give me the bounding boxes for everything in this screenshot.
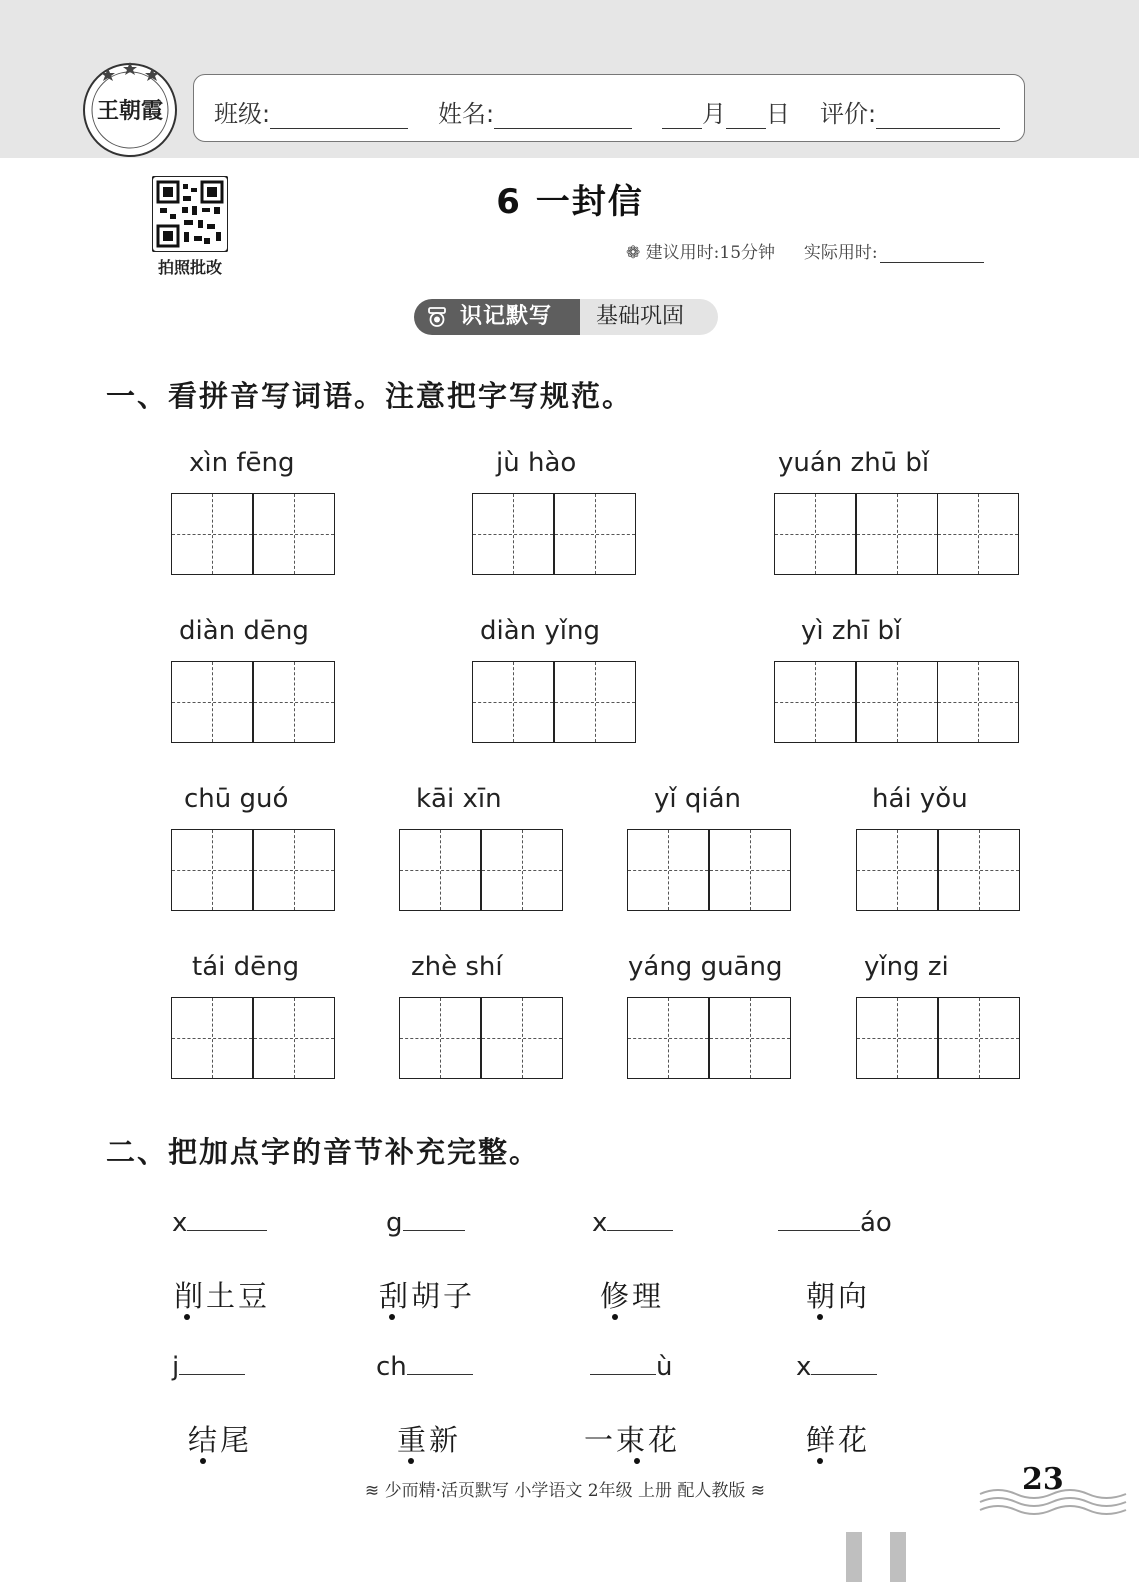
syllable-blank-item[interactable]: áo: [778, 1206, 892, 1238]
tianzige-cell[interactable]: [774, 661, 856, 743]
emphasis-dot: [634, 1458, 640, 1464]
tianzige-cell[interactable]: [627, 997, 709, 1079]
tianzige-cell[interactable]: [856, 829, 938, 911]
tianzige-cell[interactable]: [399, 997, 481, 1079]
pinyin-label: diàn dēng: [179, 616, 309, 646]
rating-field: [820, 94, 1000, 129]
svg-text:王朝霞: 王朝霞: [96, 98, 164, 124]
tianzige-cell[interactable]: [554, 661, 636, 743]
dotted-word: 结尾: [188, 1423, 253, 1457]
actual-time-label: 实际用时:: [803, 243, 878, 263]
emphasis-dot: [817, 1314, 823, 1320]
suggested-time: 建议用时:15分钟: [645, 243, 776, 263]
section1-heading: 一、看拼音写词语。注意把字写规范。: [106, 379, 634, 413]
tianzige-cell[interactable]: [253, 829, 335, 911]
tianzige-cell[interactable]: [774, 493, 856, 575]
pinyin-label: yǐ qián: [654, 784, 742, 814]
tianzige-cell[interactable]: [481, 997, 563, 1079]
pinyin-label: yáng guāng: [628, 952, 783, 982]
banner-left: [414, 299, 582, 335]
pinyin-label: jù hào: [496, 448, 577, 478]
month-blank[interactable]: [662, 104, 702, 129]
tianzige-cell[interactable]: [937, 493, 1019, 575]
tianzige-cell[interactable]: [938, 997, 1020, 1079]
dotted-word: 朝向: [806, 1279, 871, 1313]
dotted-word: 鲜花: [806, 1423, 871, 1457]
student-info-box: [193, 74, 1025, 142]
emphasis-dot: [612, 1314, 618, 1320]
pinyin-label: xìn fēng: [189, 448, 295, 478]
tianzige-cell[interactable]: [554, 493, 636, 575]
tianzige-cell[interactable]: [253, 661, 335, 743]
emphasis-dot: [817, 1458, 823, 1464]
footer-text: ≋ 少而精·活页默写 小学语文 2年级 上册 配人教版 ≋: [364, 1481, 766, 1501]
pinyin-label: yǐng zi: [864, 952, 949, 982]
time-info: [626, 238, 984, 263]
pinyin-label: diàn yǐng: [480, 616, 600, 646]
tianzige-cell[interactable]: [627, 829, 709, 911]
dotted-word: 修理: [600, 1279, 665, 1313]
tianzige-cell[interactable]: [171, 493, 253, 575]
tianzige-cell[interactable]: [937, 661, 1019, 743]
tianzige-cell[interactable]: [171, 997, 253, 1079]
dotted-word: 重新: [397, 1423, 462, 1457]
tianzige-cell[interactable]: [856, 661, 938, 743]
emphasis-dot: [200, 1458, 206, 1464]
pinyin-label: kāi xīn: [416, 784, 502, 814]
qr-label: 拍照批改: [157, 258, 222, 277]
emphasis-dot: [184, 1314, 190, 1320]
date-field: [662, 94, 790, 129]
class-field: [214, 94, 408, 129]
pinyin-label: yì zhī bǐ: [801, 616, 902, 646]
page-number: 23: [1022, 1462, 1064, 1497]
day-blank[interactable]: [726, 104, 766, 129]
pinyin-label: chū guó: [184, 784, 289, 814]
tianzige-cell[interactable]: [472, 661, 554, 743]
pinyin-label: yuán zhū bǐ: [778, 448, 930, 478]
tianzige-cell[interactable]: [253, 997, 335, 1079]
class-label: 班级:: [214, 100, 271, 128]
pinyin-label: zhè shí: [411, 952, 503, 982]
emphasis-dot: [408, 1458, 414, 1464]
tianzige-cell[interactable]: [481, 829, 563, 911]
tianzige-cell[interactable]: [709, 997, 791, 1079]
actual-time-blank[interactable]: [880, 244, 984, 263]
clock-flower-icon: ❁: [626, 243, 641, 263]
tianzige-cell[interactable]: [938, 829, 1020, 911]
tianzige-cell[interactable]: [472, 493, 554, 575]
pinyin-label: hái yǒu: [872, 784, 968, 814]
tianzige-cell[interactable]: [856, 997, 938, 1079]
dotted-word: 刮胡子: [379, 1279, 476, 1313]
tianzige-cell[interactable]: [856, 493, 938, 575]
day-label: 日: [766, 100, 790, 128]
name-field: [438, 94, 632, 129]
name-blank[interactable]: [494, 104, 632, 129]
dotted-word: 一束花: [584, 1423, 681, 1457]
section2-heading: 二、把加点字的音节补充完整。: [106, 1135, 541, 1169]
banner-right-label: 基础巩固: [580, 299, 718, 335]
tianzige-cell[interactable]: [399, 829, 481, 911]
banner-left-label: 识记默写: [460, 304, 553, 329]
tianzige-cell[interactable]: [171, 829, 253, 911]
dotted-word: 削土豆: [174, 1279, 271, 1313]
syllable-blank-item[interactable]: x: [172, 1206, 267, 1238]
tianzige-cell[interactable]: [709, 829, 791, 911]
syllable-blank-item[interactable]: j: [172, 1350, 245, 1382]
name-label: 姓名:: [438, 100, 495, 128]
rating-label: 评价:: [820, 100, 877, 128]
lesson-title: 6 一封信: [496, 182, 644, 222]
syllable-blank-item[interactable]: ù: [590, 1350, 672, 1382]
month-label: 月: [702, 100, 726, 128]
syllable-blank-item[interactable]: ch: [376, 1350, 473, 1382]
syllable-blank-item[interactable]: g: [386, 1206, 465, 1238]
emphasis-dot: [389, 1314, 395, 1320]
tianzige-cell[interactable]: [171, 661, 253, 743]
publisher-seal-logo: [80, 58, 180, 158]
syllable-blank-item[interactable]: x: [592, 1206, 673, 1238]
qr-code-icon[interactable]: [152, 176, 228, 252]
medal-icon: [426, 306, 448, 328]
rating-blank[interactable]: [876, 104, 1000, 129]
class-blank[interactable]: [270, 104, 408, 129]
syllable-blank-item[interactable]: x: [796, 1350, 877, 1382]
pinyin-label: tái dēng: [192, 952, 300, 982]
tianzige-cell[interactable]: [253, 493, 335, 575]
